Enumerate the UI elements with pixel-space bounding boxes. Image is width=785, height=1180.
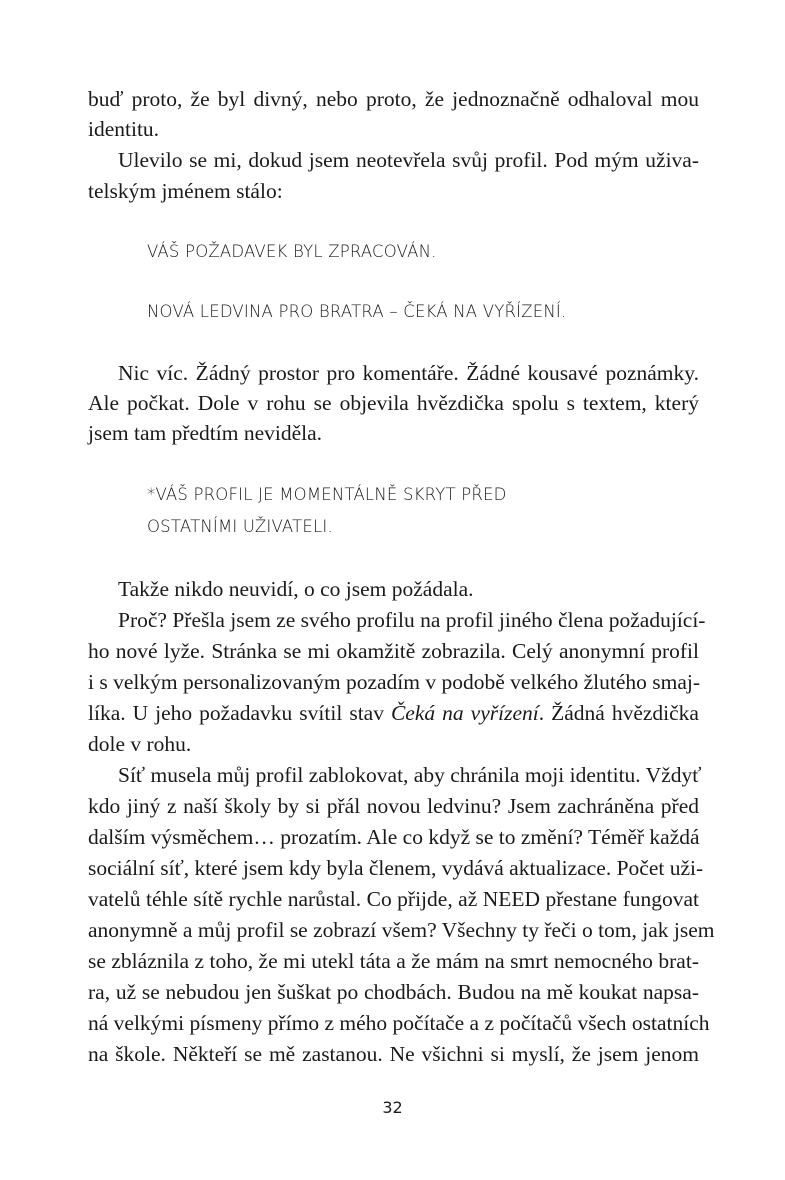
text-line: i s velkým personalizovaným pozadím v podobě velkého žlutého smaj-	[88, 670, 701, 694]
profile-hidden-notice-line: OSTATNÍMI UŽIVATELI.	[147, 517, 333, 536]
text-line: na škole. Někteří se mě zastanou. Ne všichni si myslí, že jsem jenom	[88, 1042, 699, 1066]
paragraph-start: Síť musela můj profil zablokovat, aby chránila moji identitu. Vždyť	[118, 763, 702, 787]
text-segment: líka. U jeho požadavku svítil stav	[88, 701, 391, 725]
paragraph-start: Proč? Přešla jsem ze svého profilu na profil jiného člena požadující-	[118, 608, 706, 632]
text-segment: . Žádná hvězdička	[538, 701, 699, 725]
paragraph-start: Takže nikdo neuvidí, o co jsem požádala.	[118, 577, 474, 601]
text-line: sociální síť, které jsem kdy byla členem, vydává aktualizace. Počet uži-	[88, 856, 704, 880]
text-line: ra, už se nebudou jen šuškat po chodbách. Budou na mě koukat napsa-	[88, 980, 699, 1004]
text-line: telským jménem stálo:	[88, 179, 283, 203]
status-message-processed: VÁŠ POŽADAVEK BYL ZPRACOVÁN.	[147, 242, 437, 261]
paragraph-start: Ulevilo se mi, dokud jsem neotevřela svůj profil. Pod mým uživa-	[118, 148, 699, 172]
text-line: identitu.	[88, 117, 160, 141]
text-line: ho nové lyže. Stránka se mi okamžitě zobrazila. Celý anonymní profil	[88, 639, 699, 663]
text-line: dole v rohu.	[88, 732, 192, 756]
text-line-with-italic	[88, 698, 699, 728]
text-line: vatelů téhle sítě rychle narůstal. Co přijde, až NEED přestane fungovat	[88, 887, 699, 911]
text-line: jsem tam předtím neviděla.	[88, 421, 323, 445]
text-line: buď proto, že byl divný, nebo proto, že jednoznačně odhaloval mou	[88, 87, 699, 111]
page-number: 32	[382, 1098, 403, 1117]
text-line: dalším výsměchem… prozatím. Ale co když se to změní? Téměř každá	[88, 825, 700, 849]
text-line: se zbláznila z toho, že mi utekl táta a že mám na smrt nemocného brat-	[88, 949, 699, 973]
italic-status: Čeká na vyřízení	[390, 701, 539, 725]
text-line: Ale počkat. Dole v rohu se objevila hvězdička spolu s textem, který	[88, 391, 699, 415]
status-message-pending: NOVÁ LEDVINA PRO BRATRA – ČEKÁ NA VYŘÍZENÍ.	[147, 302, 567, 321]
paragraph-start: Nic víc. Žádný prostor pro komentáře. Žádné kousavé poznámky.	[118, 361, 699, 385]
profile-hidden-notice-line: *VÁŠ PROFIL JE MOMENTÁLNĚ SKRYT PŘED	[147, 485, 507, 504]
text-line: ná velkými písmeny přímo z mého počítače a z počítačů všech ostatních	[88, 1011, 710, 1035]
text-line: kdo jiný z naší školy by si přál novou ledvinu? Jsem zachráněna před	[88, 794, 699, 818]
text-line: anonymně a můj profil se zobrazí všem? Všechny ty řeči o tom, jak jsem	[88, 918, 715, 942]
